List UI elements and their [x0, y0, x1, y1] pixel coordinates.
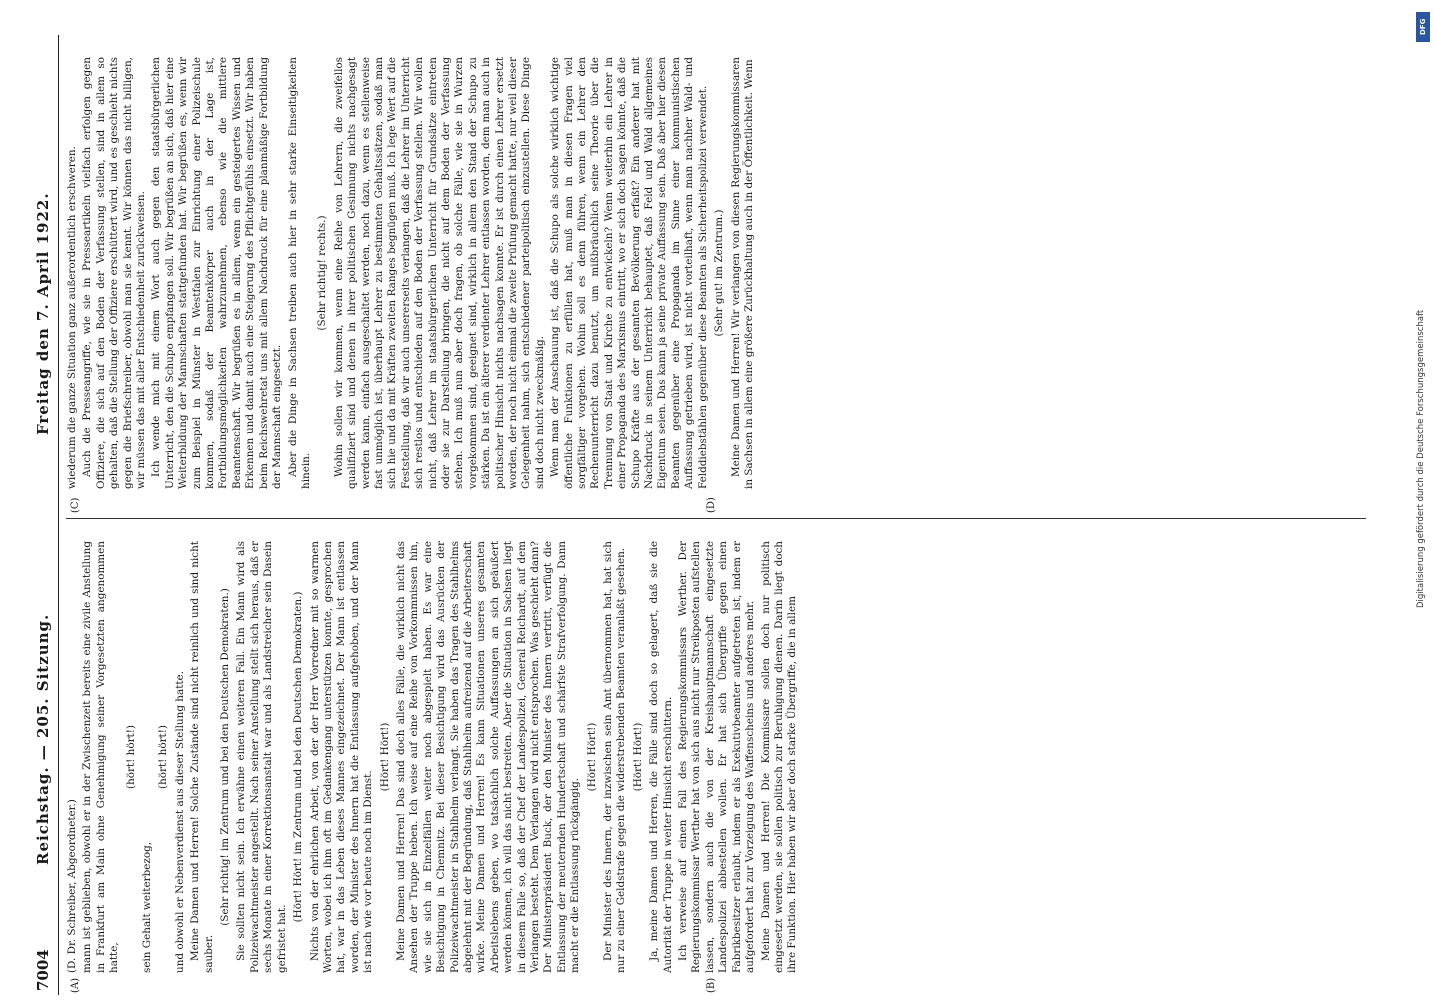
paragraph: Meine Damen und Herren! Solche Zustände sind nicht reinlich und sind nicht sauber. [189, 541, 215, 973]
dfg-logo: DFG [1416, 12, 1430, 42]
margin-mark-b: (B) [706, 977, 717, 993]
interjection: (Sehr gut! im Zentrum.) [713, 209, 726, 337]
digitization-sidebar [1416, 6, 1430, 996]
paragraph: wiederum die ganze Situation ganz außerordentlich erschweren. [66, 146, 78, 489]
paragraph: Der Minister des Innern, der inzwischen sein Amt übernommen hat, hat sich nur zu einer Geldstrafe gegen die widerstrebenden Beamten veranlaßt gesehen. [602, 541, 628, 973]
paragraph: Wohin sollen wir kommen, wenn eine Reihe von Lehrern, die zweifellos qualifiziert sind und denen in ihrer politischen Gesinnung nichts nachgesagt werden kann, einfach ausgeschaltet werden, noch dazu, wenn es stellenweise fast unmöglich ist, überhaupt Lehrer zu bestimmten Gehaltssätzen, sodaß man sich hie und da mit Kräften zweiten Ranges begnügen muß. Ich lege Wert auf die Feststellung, daß wir auch unsererseits verlangen, daß die Lehrer im Unterricht sich restlos und entschieden auf den Boden der Verfassung stellen. Wir wollen nicht, daß Lehrer im staatsbürgerlichen Unterricht für Grundsätze eintreten oder sie zur Darstellung bringen, die nicht auf dem Boden der Verfassung stehen. Ich muß nun aber doch fragen, ob solche Fälle, wie sie in Wurzen vorgekommen sind, geeignet sind, wirklich in allem den Stand der Schupo zu stärken. Da ist ein älterer verdienter Lehrer entlassen worden, dem man auch in politischer Hinsicht nichts nachsagen konnte. Er ist durch einen Lehrer ersetzt worden, der noch nicht einmal die zweite Prüfung gemacht hatte, nur weil dieser Gelegenheit nahm, sich entschiedener parteipolitisch einzustellen. Diese Dinge sind doch nicht zweckmäßig. [332, 57, 546, 489]
page-header [30, 35, 59, 995]
margin-mark-d: (D) [706, 497, 717, 513]
interjection: (Sehr richtig! im Zentrum und bei den Deutschen Demokraten.) [219, 588, 232, 926]
header-title-left: Reichstag. — 205. Sitzung. [34, 613, 52, 865]
paragraph: mann ist geblieben, obwohl er in der Zwischenzeit bereits eine zivile Anstellung in Frankfurt am Main ohne Genehmigung seiner Vorgesetzten angenommen hatte, [81, 541, 121, 973]
interjection: (Sehr richtig! rechts.) [316, 215, 329, 331]
interjection: (hört! hört!) [124, 725, 137, 789]
paragraph: sein Gehalt weiterbezog, [141, 841, 154, 973]
paragraph: Aber die Dinge in Sachsen treiben auch hier in sehr starke Einseitigkeiten hinein. [286, 57, 312, 489]
paragraph: Ja, meine Damen und Herren, die Fälle sind doch so gelagert, daß sie die Autorität der Truppe in weiter Hinsicht erschüttern. [648, 541, 674, 973]
rotated-page-content [30, 35, 1390, 995]
column-divider [66, 518, 1366, 519]
paragraph: Meine Damen und Herren! Das sind doch alles Fälle, die wirklich nicht das Ansehen der Truppe heben. Ich weise auf eine Reihe von Vorkommnissen hin, wie sie sich in Einzelfällen weiter noch abgespielt haben. Es war eine Besichtigung in Chemnitz. Bei dieser Besichtigung wird das Ausrücken der Polizeiwachtmeister in Stahlhelm verlangt. Sie haben das Tragen des Stahlhelms abgelehnt mit der Begründung, daß Stahlhelm aufreizend auf die Arbeiterschaft wirke. Meine Damen und Herren! Es kann Situationen unseres gesamten Arbeitslebens geben, wo tatsächlich solche Auffassungen an sich geäußert werden können, ich will das nicht bestreiten. Aber die Situation in Sachsen liegt in diesem Falle so, daß der Chef der Landespolizei, General Reichardt, auf dem Verlangen besteht. Dem Verlangen wird nicht entsprochen. Was geschieht dann? Der Ministerpräsident Buck, der den Minister des Innern vertritt, verfügt die Entlassung der meuternden Hundertschaft und schärfste Strafverfolgung. Dann macht er die Entlassung rückgängig. [394, 541, 582, 973]
interjection: (Hört! Hört!) [631, 722, 644, 792]
paragraph: Auch die Presseangriffe, wie sie in Presseartikeln vielfach erfolgen gegen Offiziere, die sich auf den Boden der Verfassung stellen, sind in allem so gehalten, daß die Stellung der Offiziere erschüttert wird, und es geschieht nichts gegen die Briefschreiber, obwohl man sie kennt. Wir können das nicht billigen, wir müssen das mit aller Entschiedenheit zurückweisen. [81, 57, 148, 489]
interjection: (hört! hört!) [157, 725, 170, 789]
interjection: (Hört! Hört!) [585, 722, 598, 792]
header-title-right: Freitag den 7. April 1922. [34, 192, 52, 435]
margin-mark-c: (C) [70, 497, 81, 513]
digitization-credit: Digitalisierung gefördert durch die Deutsche Forschungsgemeinschaft [1416, 309, 1426, 608]
speaker-line: (D. Dr. Schreiber, Abgeordneter.) [66, 799, 78, 973]
paragraph: Ich verweise auf einen Fall des Regierungskommissars Werther. Der Regierungskommissar Werther hat von sich aus nicht nur Streikposten aufstellen lassen, sondern auch die von der Kreishauptmannschaft eingesetzte Landespolizei abbestellen wollen. Er hat sich Übergriffe gegen einen Fabrikbesitzer erlaubt, indem er als Exekutivbeamter aufgetreten ist, indem er aufgefordert hat zur Vorzeigung des Waffenscheins und anderes mehr. [677, 541, 757, 973]
paragraph: Nichts von der ehrlichen Arbeit, von der der Herr Vorredner mit so warmen Worten, wobei ich ihm oft im Gedankengang unterstützen konnte, gesprochen hat, war in das Leben dieses Mannes eingezeichnet. Der Mann ist entlassen worden, der Minister des Innern hat die Entlassung aufgehoben, und der Mann ist nach wie vor heute noch im Dienst. [308, 541, 375, 973]
column-right [66, 57, 1386, 489]
paragraph: Sie sollten nicht sein. Ich erwähne einen weiteren Fall. Ein Mann wird als Polizeiwachtmeister angestellt. Nach seiner Anstellung stellt sich heraus, daß er sechs Monate in einer Korrektionsanstalt war und als Landstreicher sein Dasein gefristet hat. [235, 541, 288, 973]
interjection: (Hört! Hört!) [378, 722, 391, 792]
page-number: 7004 [34, 949, 52, 991]
interjection: (Hört! Hört! im Zentrum und bei den Deutschen Demokraten.) [292, 591, 305, 923]
paragraph: Ich wende mich mit einem Wort auch gegen den staatsbürgerlichen Unterricht, den die Schupo empfangen soll. Wir begrüßen an sich, daß hier eine Weiterbildung der Mannschaften stattgefunden hat. Wir begrüßen es, wenn wir zum Beispiel in Münster in Westfalen zur Einrichtung einer Polizeischule kommen, sodaß der Beamtenkörper auch in der Lage ist, Fortbildungsmöglichkeiten wahrzunehmen, ebenso wie die mittlere Beamtenschaft. Wir begrüßen es in allem, wenn ein gesteigertes Wissen und Erkennen und damit auch eine Steigerung des Pflichtgefühls einsetzt. Wir haben beim Reichswehretat uns mit allem Nachdruck für eine planmäßige Fortbildung der Mannschaft eingesetzt. [150, 57, 284, 489]
margin-mark-a: (A) [70, 977, 81, 993]
paragraph: Wenn man der Anschauung ist, daß die Schupo als solche wirklich wichtige öffentliche Funktionen zu erfüllen hat, muß man in diesen Fragen viel sorgfältiger vorgehen. Wohin soll es denn führen, wenn ein Lehrer den Rechenunterricht dazu benutzt, um mißbräuchlich seine Theorie über die Trennung von Staat und Kirche zu entwickeln? Wenn weiterhin ein Lehrer in einer Propaganda des Marxismus eintritt, wo er sich doch sagen könnte, daß die Schupo Kräfte aus der gesamten Bevölkerung erfaßt? Ein anderer hat mit Nachdruck in seinem Unterricht behauptet, daß Feld und Wald allgemeines Eigentum seien. Das kann ja seine private Auffassung sein. Daß aber hier diesen Beamten gegenüber eine Propaganda im Sinne einer kommunistischen Auffassung getrieben wird, ist nicht vorteilhaft, wenn man nachher Wald- und Felddiebstählen gegenüber diese Beamten als Sicherheitspolizei verwendet. [549, 57, 709, 489]
paragraph: und obwohl er Nebenverdienst aus dieser Stellung hatte. [173, 671, 186, 973]
column-left [66, 541, 1386, 973]
paragraph: Meine Damen und Herren! Wir verlangen von diesen Regierungskommissaren in Sachsen in allem eine größere Zurückhaltung auch in der Öffentlichkeit. Wenn [729, 57, 755, 489]
paragraph: Meine Damen und Herren! Die Kommissare sollen doch nur politisch eingesetzt werden, sie sollen politisch zur Beruhigung dienen. Darin liegt doch ihre Funktion. Hier haben wir aber doch starke Übergriffe, die in allem [759, 541, 799, 973]
